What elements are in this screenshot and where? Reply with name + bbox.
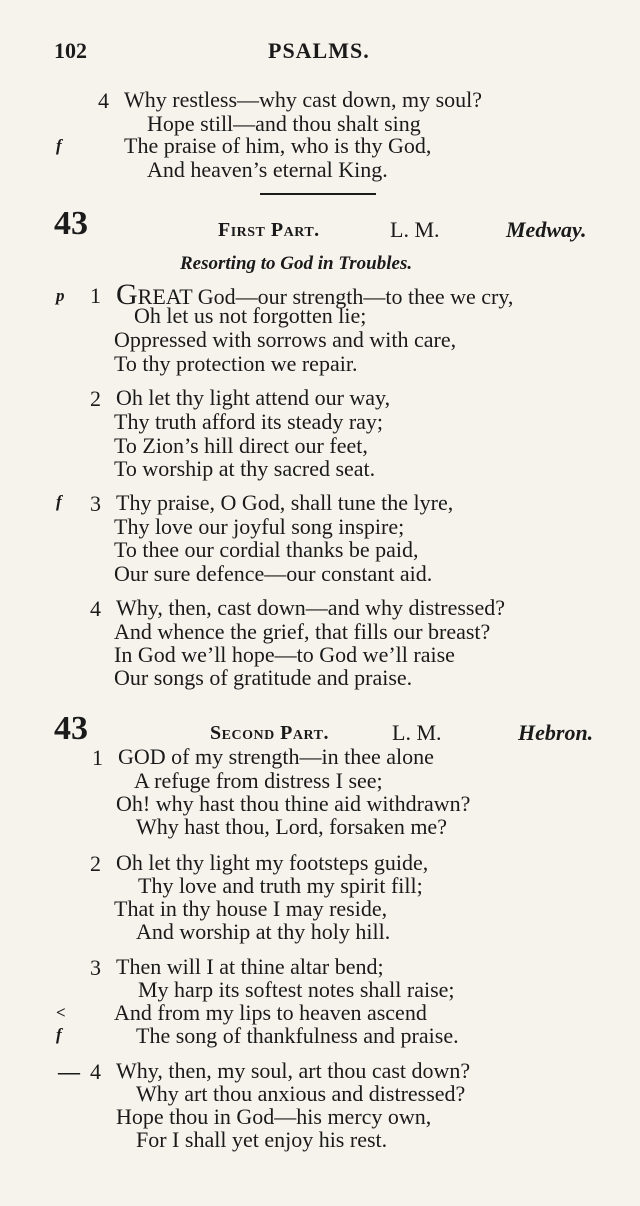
verse-line: The song of thankfulness and praise. [136, 1023, 459, 1048]
verse-line: Thy praise, O God, shall tune the lyre, [116, 490, 454, 515]
verse-line: Oh let thy light my footsteps guide, [116, 850, 429, 875]
hymn-subtitle: Resorting to God in Troubles. [180, 253, 413, 274]
page-number: 102 [54, 38, 87, 63]
crescendo-mark: < [56, 1003, 66, 1022]
verse-line: Thy love and truth my spirit fill; [138, 873, 423, 898]
verse-line: Why hast thou, Lord, forsaken me? [136, 814, 447, 839]
hymn-part: Second Part. [210, 722, 329, 744]
verse-line: To thee our cordial thanks be paid, [114, 537, 419, 562]
dash-mark: — [58, 1059, 80, 1084]
verse-line: Our sure defence—our constant aid. [114, 561, 433, 586]
hymn-part: First Part. [218, 219, 320, 241]
stanza-number: 2 [90, 386, 101, 411]
running-head: PSALMS. [268, 38, 370, 63]
verse-line: Hope thou in God—his mercy own, [116, 1104, 432, 1129]
verse-line: My harp its softest notes shall raise; [138, 977, 455, 1002]
verse-line: Why restless—why cast down, my soul? [124, 87, 483, 112]
verse-line: For I shall yet enjoy his rest. [136, 1127, 388, 1152]
stanza-number: 1 [90, 283, 101, 308]
stanza-number: 3 [90, 955, 101, 980]
verse-line: Oh let thy light attend our way, [116, 385, 391, 410]
drop-cap: G [116, 278, 138, 311]
hymn-number: 43 [54, 205, 88, 242]
dynamic-mark: f [56, 492, 62, 511]
verse-line: And worship at thy holy hill. [136, 919, 391, 944]
stanza-number: 1 [92, 745, 103, 770]
verse-line: Our songs of gratitude and praise. [114, 665, 413, 690]
verse-line: A refuge from distress I see; [134, 768, 383, 793]
verse-line: Oppressed with sorrows and with care, [114, 327, 457, 352]
verse-line: Why, then, cast down—and why distressed? [116, 595, 505, 620]
verse-line: That in thy house I may reside, [114, 896, 388, 921]
stanza-number: 4 [90, 596, 101, 621]
verse-line: To worship at thy sacred seat. [114, 456, 376, 481]
tune-name: Medway. [506, 217, 587, 242]
verse-line: GREAT God—our strength—to thee we cry, [116, 278, 514, 311]
verse-line: And from my lips to heaven ascend [114, 1000, 427, 1025]
verse-line: Hope still—and thou shalt sing [147, 111, 421, 136]
verse-line: Thy truth afford its steady ray; [114, 409, 384, 434]
dynamic-mark: f [56, 1025, 62, 1044]
verse-line: Why, then, my soul, art thou cast down? [116, 1058, 471, 1083]
hymn-meter: L. M. [392, 720, 442, 745]
verse-line: To Zion’s hill direct our feet, [114, 433, 368, 458]
verse-line: And heaven’s eternal King. [147, 157, 388, 182]
verse-line: Why art thou anxious and distressed? [136, 1081, 466, 1106]
verse-line: In God we’ll hope—to God we’ll raise [114, 642, 455, 667]
verse-line: The praise of him, who is thy God, [124, 133, 432, 158]
hymn-meter: L. M. [390, 217, 440, 242]
verse-line: Oh! why hast thou thine aid withdrawn? [116, 791, 471, 816]
stanza-number: 3 [90, 491, 101, 516]
verse-line: Thy love our joyful song inspire; [114, 514, 405, 539]
stanza-number: 4 [98, 88, 109, 113]
hymn-number: 43 [54, 710, 88, 747]
verse-line: Oh let us not forgotten lie; [134, 303, 367, 328]
stanza-number: 2 [90, 851, 101, 876]
verse-line: Then will I at thine altar bend; [116, 954, 384, 979]
verse-line: GOD of my strength—in thee alone [118, 744, 434, 769]
tune-name: Hebron. [518, 720, 594, 745]
verse-line: And whence the grief, that fills our breast? [114, 619, 491, 644]
verse-line: To thy protection we repair. [114, 351, 358, 376]
dynamic-mark: p [56, 286, 65, 305]
stanza-number: 4 [90, 1059, 101, 1084]
dynamic-mark: f [56, 136, 62, 155]
section-divider [260, 193, 376, 195]
